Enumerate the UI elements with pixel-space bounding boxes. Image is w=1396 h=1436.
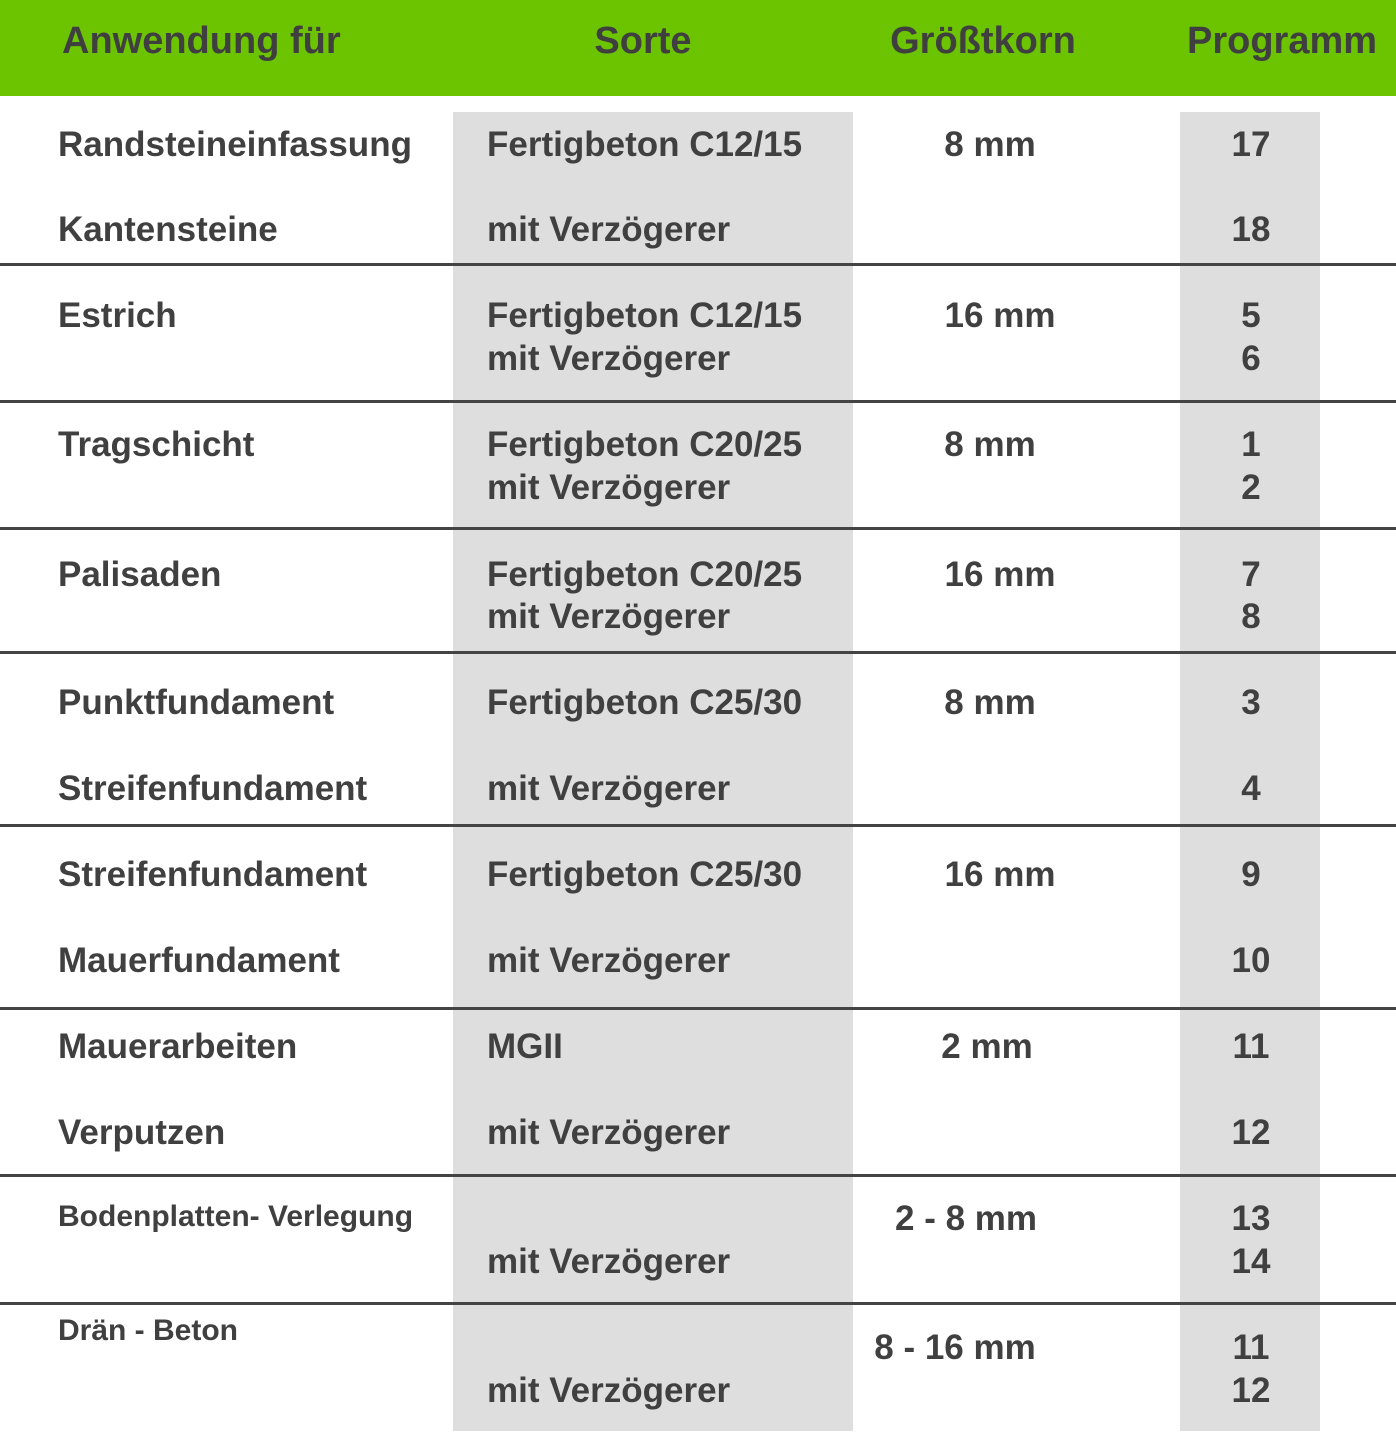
- sorte-cell: Fertigbeton C25/30: [487, 683, 803, 722]
- groesstkorn-cell: 16 mm: [944, 555, 1056, 594]
- anwendung-cell: Punktfundament: [58, 683, 335, 722]
- anwendung-cell: Streifenfundament: [58, 855, 368, 894]
- programm-cell: 11: [1232, 1027, 1270, 1066]
- programm-cell: 1: [1241, 425, 1261, 464]
- sorte-cell: mit Verzögerer: [487, 468, 731, 507]
- groesstkorn-cell: 8 mm: [944, 683, 1036, 722]
- table-header: [0, 0, 1396, 96]
- anwendung-cell: Palisaden: [58, 555, 222, 594]
- anwendung-cell: Mauerarbeiten: [58, 1027, 298, 1066]
- programm-cell: 4: [1241, 769, 1261, 808]
- sorte-cell: mit Verzögerer: [487, 769, 731, 808]
- row-separator: [0, 824, 1396, 827]
- anwendung-cell: Bodenplatten- Verlegung: [58, 1200, 414, 1233]
- groesstkorn-cell: 2 mm: [941, 1027, 1033, 1066]
- row-separator: [0, 1174, 1396, 1177]
- programm-cell: 7: [1241, 555, 1261, 594]
- programm-cell: 2: [1241, 468, 1261, 507]
- groesstkorn-cell: 8 mm: [944, 425, 1036, 464]
- row-separator: [0, 263, 1396, 266]
- programm-cell: 18: [1231, 210, 1271, 249]
- sorte-cell: Fertigbeton C12/15: [487, 296, 803, 335]
- programm-cell: 3: [1241, 683, 1261, 722]
- sorte-cell: MGII: [487, 1027, 563, 1066]
- row-separator: [0, 1302, 1396, 1305]
- header-groesstkorn: Größtkorn: [890, 20, 1076, 62]
- header-anwendung: Anwendung für: [62, 20, 341, 62]
- anwendung-cell: Verputzen: [58, 1113, 226, 1152]
- sorte-cell: Fertigbeton C20/25: [487, 555, 803, 594]
- programm-cell: 14: [1231, 1242, 1271, 1281]
- sorte-cell: Fertigbeton C25/30: [487, 855, 803, 894]
- sorte-cell: mit Verzögerer: [487, 597, 731, 636]
- sorte-cell: Fertigbeton C20/25: [487, 425, 803, 464]
- anwendung-cell: Streifenfundament: [58, 769, 368, 808]
- programm-cell: 5: [1241, 296, 1261, 335]
- groesstkorn-cell: 2 - 8 mm: [895, 1199, 1037, 1238]
- anwendung-cell: Kantensteine: [58, 210, 278, 249]
- anwendung-cell: Randsteineinfassung: [58, 125, 412, 164]
- sorte-cell: Fertigbeton C12/15: [487, 125, 803, 164]
- programm-cell: 9: [1241, 855, 1261, 894]
- anwendung-cell: Tragschicht: [58, 425, 255, 464]
- anwendung-cell: Estrich: [58, 296, 177, 335]
- row-separator: [0, 400, 1396, 403]
- header-sorte: Sorte: [594, 20, 692, 62]
- sorte-cell: mit Verzögerer: [487, 1113, 731, 1152]
- programm-cell: 10: [1231, 941, 1271, 980]
- header-programm: Programm: [1186, 20, 1378, 62]
- programm-cell: 13: [1231, 1199, 1271, 1238]
- programm-cell: 6: [1241, 339, 1261, 378]
- sorte-cell: mit Verzögerer: [487, 941, 731, 980]
- sorte-cell: mit Verzögerer: [487, 339, 731, 378]
- groesstkorn-cell: 8 - 16 mm: [874, 1328, 1036, 1367]
- groesstkorn-cell: 16 mm: [944, 855, 1056, 894]
- sorte-cell: mit Verzögerer: [487, 210, 731, 249]
- groesstkorn-cell: 16 mm: [944, 296, 1056, 335]
- programm-cell: 17: [1231, 125, 1271, 164]
- sorte-cell: mit Verzögerer: [487, 1371, 731, 1410]
- row-separator: [0, 651, 1396, 654]
- programm-cell: 8: [1241, 597, 1261, 636]
- row-separator: [0, 527, 1396, 530]
- anwendung-cell: Drän - Beton: [58, 1314, 238, 1347]
- programm-cell: 12: [1231, 1113, 1271, 1152]
- groesstkorn-cell: 8 mm: [944, 125, 1036, 164]
- programm-cell: 11: [1232, 1328, 1270, 1367]
- sorte-cell: mit Verzögerer: [487, 1242, 731, 1281]
- anwendung-cell: Mauerfundament: [58, 941, 340, 980]
- row-separator: [0, 1007, 1396, 1010]
- programm-cell: 12: [1231, 1371, 1271, 1410]
